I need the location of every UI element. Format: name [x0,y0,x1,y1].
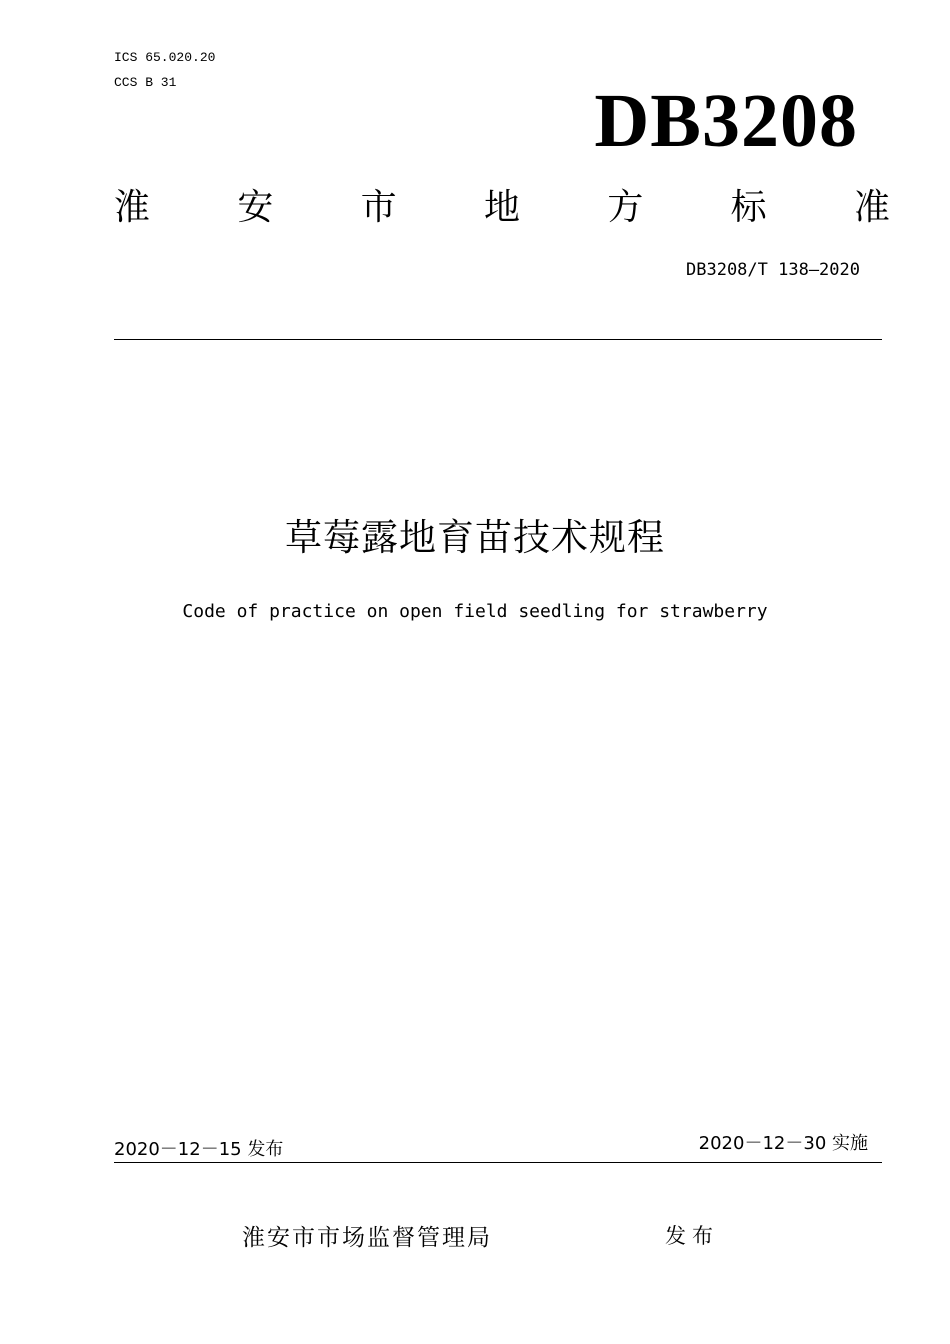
top-divider [114,339,882,340]
standard-type-char: 安 [237,187,274,228]
standard-type-char: 市 [360,187,397,228]
implementation-date: 2020－12－30 实施 [698,1133,868,1154]
document-title-chinese: 草莓露地育苗技术规程 [285,516,665,559]
document-title-english: Code of practice on open field seedling for strawberry [182,601,768,622]
standard-code-mark: DB3208 [594,79,858,163]
standard-type-char: 准 [853,187,890,228]
standard-type-char: 方 [607,187,644,228]
standard-type-char: 地 [483,187,520,228]
publish-label: 发布 [665,1224,719,1248]
standard-type-char: 标 [730,187,767,228]
standard-type-char: 淮 [114,187,151,228]
issuing-authority: 淮安市市场监督管理局 [242,1225,492,1251]
ics-code: ICS 65.020.20 [114,50,216,65]
ccs-code: CCS B 31 [114,75,177,90]
bottom-divider [114,1162,882,1163]
issue-date: 2020－12－15 发布 [114,1139,284,1160]
standard-number: DB3208/T 138—2020 [686,260,860,280]
standard-type-heading [114,186,890,230]
